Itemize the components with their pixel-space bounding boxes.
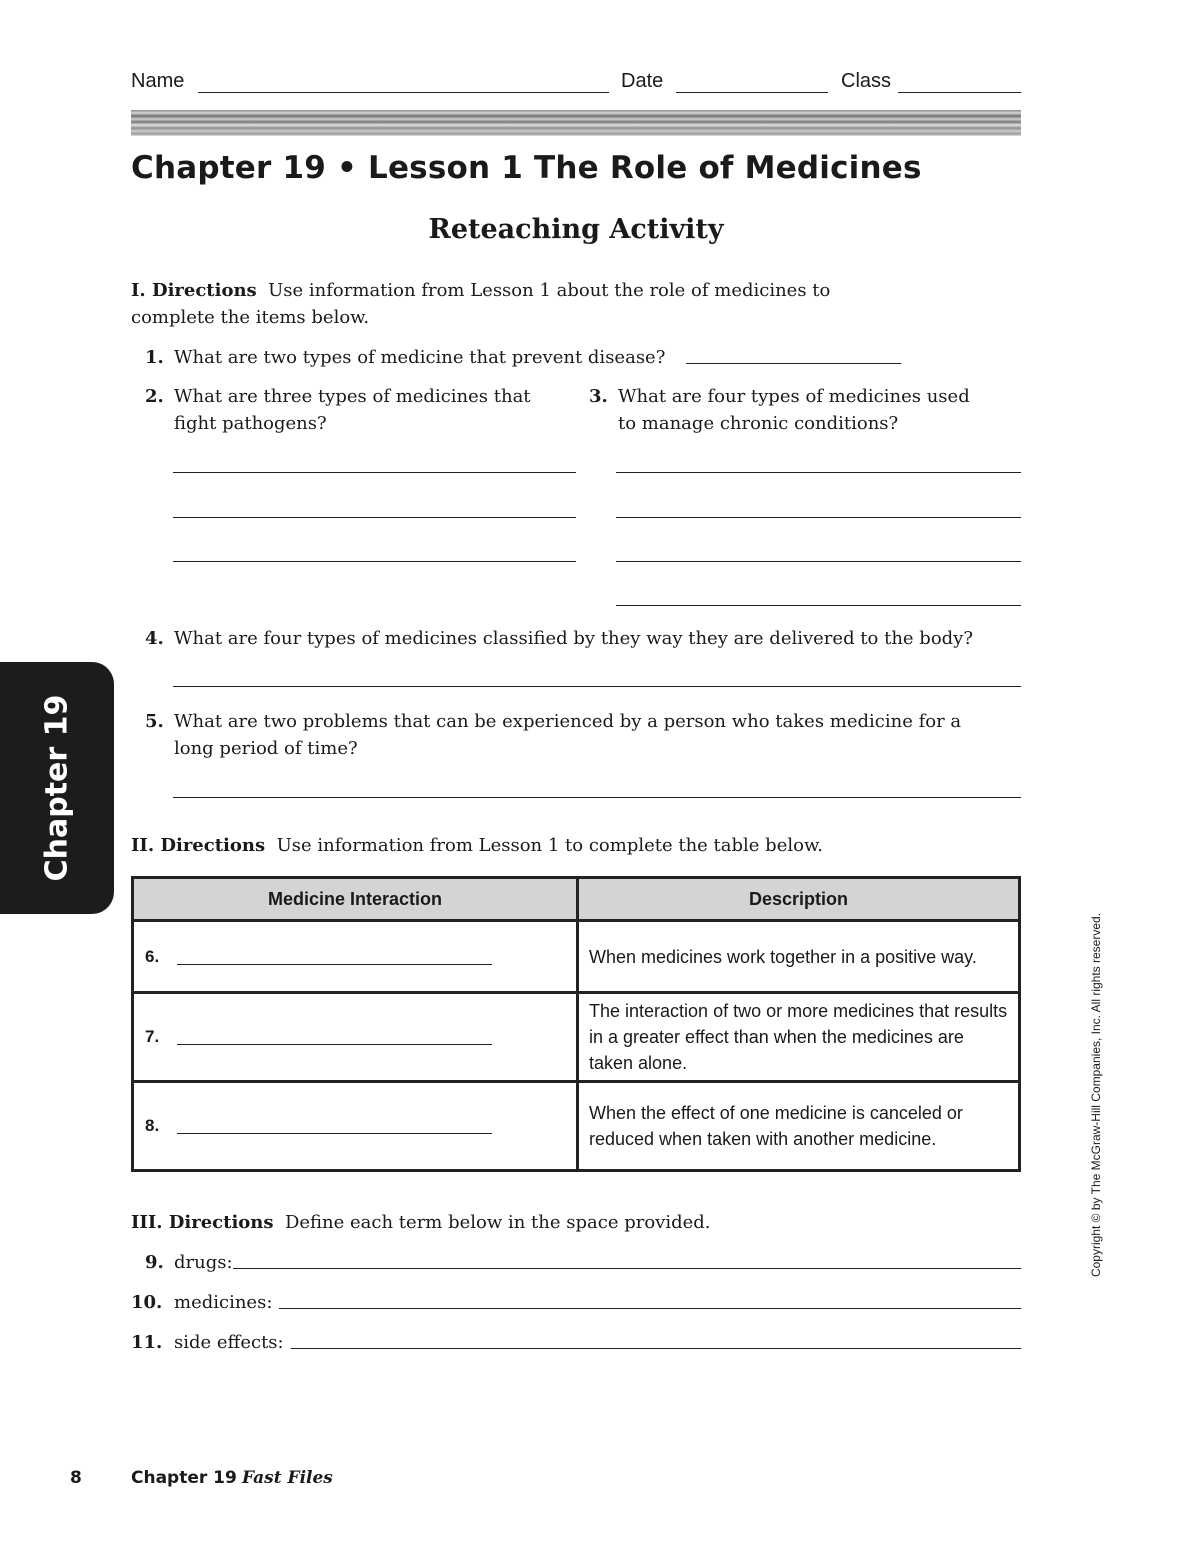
- column-header-interaction: Medicine Interaction: [133, 878, 578, 921]
- answer-line-7[interactable]: [177, 1030, 492, 1045]
- term-number: 11.: [131, 1332, 163, 1353]
- section1-directions: [131, 277, 830, 331]
- name-field-line[interactable]: [198, 92, 609, 93]
- header-rule: [131, 110, 1021, 136]
- table-row: [133, 993, 1020, 1082]
- question-3: [589, 383, 970, 437]
- column-header-description: Description: [578, 878, 1020, 921]
- copyright-notice: Copyright © by The McGraw-Hill Companies, Inc. All rights reserved.: [1089, 912, 1103, 1278]
- class-label: Class: [841, 70, 892, 92]
- answer-line-9[interactable]: [233, 1268, 1021, 1269]
- answer-line-q2-3[interactable]: [173, 561, 576, 562]
- question-text: What are four types of medicines classified by they way they are delivered to the body?: [174, 628, 974, 649]
- question-1: [145, 344, 665, 371]
- date-field-line[interactable]: [676, 92, 828, 93]
- chapter-side-tab: [0, 662, 114, 914]
- footer-book-title: Fast Files: [242, 1468, 333, 1488]
- answer-line-q1[interactable]: [686, 363, 901, 364]
- term-label: medicines:: [174, 1292, 273, 1313]
- section1-text-line1: Use information from Lesson 1 about the role of medicines to: [268, 280, 831, 301]
- section3-text: Define each term below in the space provided.: [284, 1212, 711, 1233]
- class-field-line[interactable]: [898, 92, 1021, 93]
- date-label: Date: [621, 70, 664, 92]
- question-2: [145, 383, 531, 437]
- question-number: 1.: [145, 347, 164, 368]
- section2-directions: [131, 832, 823, 859]
- answer-line-10[interactable]: [279, 1308, 1021, 1309]
- question-text: What are two problems that can be experienced by a person who takes medicine for a: [174, 711, 962, 732]
- answer-line-8[interactable]: [177, 1119, 492, 1134]
- answer-line-11[interactable]: [291, 1348, 1021, 1349]
- section1-text-line2: complete the items below.: [131, 307, 370, 328]
- answer-line-q5[interactable]: [173, 797, 1021, 798]
- section2-text: Use information from Lesson 1 to complete the table below.: [276, 835, 823, 856]
- term-number: 10.: [131, 1292, 163, 1313]
- section3-directions: [131, 1209, 711, 1236]
- footer-chapter: Chapter 19: [131, 1468, 237, 1488]
- description-cell: The interaction of two or more medicines that results in a greater effect than when the medicines are taken alone.: [578, 993, 1020, 1082]
- name-label: Name: [131, 70, 185, 92]
- term-10: [131, 1289, 272, 1316]
- question-text: to manage chronic conditions?: [618, 413, 899, 434]
- answer-line-q3-1[interactable]: [616, 472, 1021, 473]
- answer-line-q3-3[interactable]: [616, 561, 1021, 562]
- page-subtitle: Reteaching Activity: [428, 214, 724, 245]
- side-tab-label: Chapter 19: [39, 694, 75, 882]
- question-text: What are three types of medicines that: [174, 386, 531, 407]
- interaction-cell[interactable]: [133, 1082, 578, 1171]
- page-title: Chapter 19 • Lesson 1 The Role of Medicines: [131, 150, 922, 186]
- question-number: 3.: [589, 386, 608, 407]
- description-cell: When the effect of one medicine is canceled or reduced when taken with another medicine.: [578, 1082, 1020, 1171]
- interaction-cell[interactable]: [133, 993, 578, 1082]
- term-9: [145, 1249, 233, 1276]
- section3-heading: III. Directions: [131, 1212, 274, 1233]
- answer-line-q3-4[interactable]: [616, 605, 1021, 606]
- question-number: 4.: [145, 628, 164, 649]
- answer-line-6[interactable]: [177, 950, 492, 965]
- question-5: [145, 708, 961, 762]
- term-label: side effects:: [174, 1332, 284, 1353]
- term-number: 9.: [145, 1252, 164, 1273]
- footer-page-number: 8: [70, 1468, 82, 1488]
- term-11: [131, 1329, 284, 1356]
- row-number: 8.: [145, 1116, 160, 1135]
- section1-heading: I. Directions: [131, 280, 257, 301]
- row-number: 6.: [145, 946, 160, 966]
- answer-line-q3-2[interactable]: [616, 517, 1021, 518]
- question-number: 2.: [145, 386, 164, 407]
- question-4: [145, 625, 973, 652]
- answer-line-q2-2[interactable]: [173, 517, 576, 518]
- question-number: 5.: [145, 711, 164, 732]
- table-header-row: [133, 878, 1020, 921]
- table-row: [133, 1082, 1020, 1171]
- question-text: fight pathogens?: [174, 413, 327, 434]
- interaction-table: [131, 876, 1021, 1172]
- answer-line-q2-1[interactable]: [173, 472, 576, 473]
- question-text: What are four types of medicines used: [618, 386, 970, 407]
- interaction-cell[interactable]: [133, 921, 578, 993]
- answer-line-q4[interactable]: [173, 686, 1021, 687]
- section2-heading: II. Directions: [131, 835, 266, 856]
- row-number: 7.: [145, 1027, 160, 1046]
- question-text: long period of time?: [174, 738, 358, 759]
- table-row: [133, 921, 1020, 993]
- description-cell: When medicines work together in a positive way.: [578, 921, 1020, 993]
- question-text: What are two types of medicine that prevent disease?: [174, 347, 666, 368]
- term-label: drugs:: [174, 1252, 233, 1273]
